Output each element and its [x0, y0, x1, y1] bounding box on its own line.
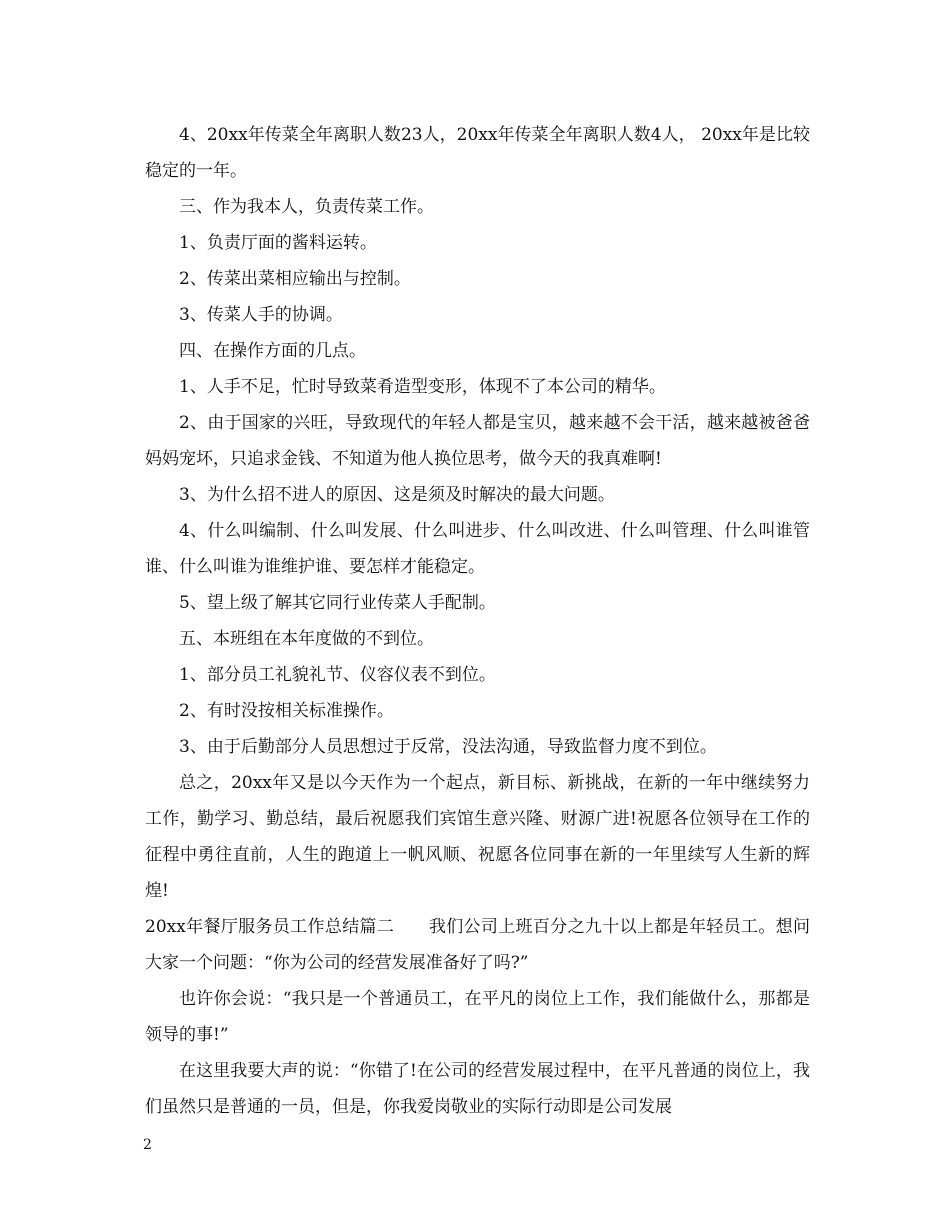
paragraph: 2、传菜出菜相应输出与控制。 — [179, 269, 411, 289]
paragraph: 4、什么叫编制、什么叫发展、什么叫进步、什么叫改进、什么叫管理、什么叫谁管谁、什么叫谁为谁维护谁、要怎样才能稳定。 — [145, 521, 810, 577]
paragraph: 也许你会说：“我只是一个普通员工，在平凡的岗位上工作，我们能做什么，那都是领导的事!” — [145, 989, 810, 1045]
paragraph: 1、人手不足，忙时导致菜肴造型变形，体现不了本公司的精华。 — [179, 377, 666, 397]
paragraph: 四、在操作方面的几点。 — [179, 341, 366, 361]
paragraph: 1、部分员工礼貌礼节、仪容仪表不到位。 — [179, 665, 496, 685]
page-number: 2 — [143, 1137, 152, 1153]
paragraph: 2、由于国家的兴旺，导致现代的年轻人都是宝贝，越来越不会干活，越来越被爸爸妈妈宠坏，只追求金钱、不知道为他人换位思考，做今天的我真难啊! — [145, 413, 810, 469]
paragraph: 3、传菜人手的协调。 — [179, 305, 343, 325]
paragraph: 在这里我要大声的说：“你错了!在公司的经营发展过程中，在平凡普通的岗位上，我们虽然只是普通的一员，但是，你我爱岗敬业的实际行动即是公司发展 — [145, 1061, 810, 1117]
paragraph: 5、望上级了解其它同行业传菜人手配制。 — [179, 593, 496, 613]
paragraph: 3、由于后勤部分人员思想过于反常，没法沟通，导致监督力度不到位。 — [179, 737, 717, 757]
paragraph: 2、有时没按相关标准操作。 — [179, 701, 394, 721]
paragraph: 1、负责厅面的酱料运转。 — [179, 233, 377, 253]
paragraph: 4、20xx年传菜全年离职人数23人，20xx年传菜全年离职人数4人， 20xx年是比较稳定的一年。 — [145, 125, 810, 181]
paragraph: 3、为什么招不进人的原因、这是须及时解决的最大问题。 — [179, 485, 615, 505]
paragraph: 总之，20xx年又是以今天作为一个起点，新目标、新挑战，在新的一年中继续努力工作，勤学习、勤总结，最后祝愿我们宾馆生意兴隆、财源广进!祝愿各位领导在工作的征程中勇往直前，人生的跑道上一帆风顺、祝愿各位同事在新的一年里续写人生新的辉煌! — [145, 773, 810, 901]
document-body — [145, 117, 810, 1125]
paragraph: 三、作为我本人，负责传菜工作。 — [179, 197, 434, 217]
paragraph: 五、本班组在本年度做的不到位。 — [179, 629, 434, 649]
paragraph: 20xx年餐厅服务员工作总结篇二 我们公司上班百分之九十以上都是年轻员工。想问大家一个问题：“你为公司的经营发展准备好了吗?” — [145, 917, 810, 973]
